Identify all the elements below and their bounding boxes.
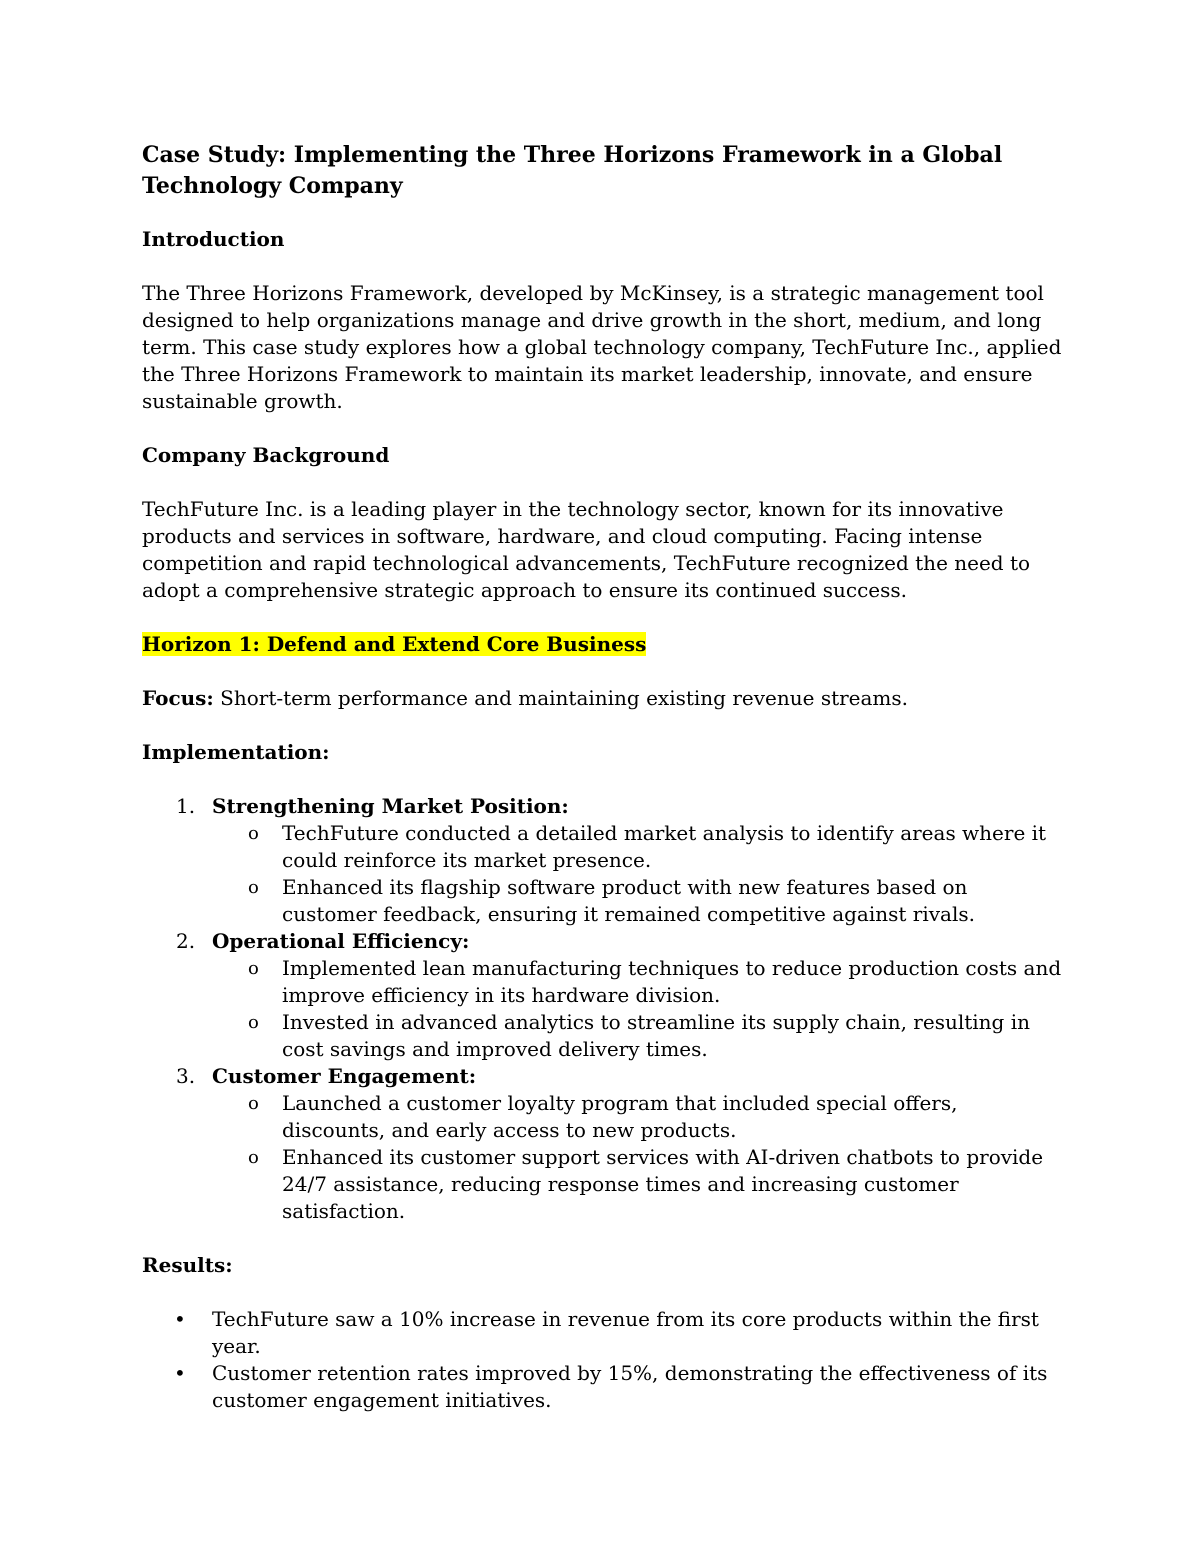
implementation-item (142, 928, 1062, 1063)
item-title: Strengthening Market Position: (212, 794, 569, 818)
results-item (142, 1360, 1062, 1414)
sub-bullet-text: Invested in advanced analytics to streamline its supply chain, resulting in cost savings and improved delivery times. (282, 1010, 1030, 1061)
circle-bullet-icon: o (248, 877, 259, 898)
circle-bullet-icon: o (248, 823, 259, 844)
sub-bullet-list (212, 820, 1062, 928)
item-title: Operational Efficiency: (212, 929, 470, 953)
circle-bullet-icon: o (248, 1093, 259, 1114)
focus-label: Focus: (142, 686, 214, 710)
introduction-heading: Introduction (142, 227, 285, 251)
results-list (142, 1306, 1062, 1414)
implementation-heading: Implementation: (142, 740, 330, 764)
sub-bullet-text: Launched a customer loyalty program that included special offers, discounts, and early access to new products. (282, 1091, 958, 1142)
results-heading: Results: (142, 1253, 233, 1277)
document-title: Case Study: Implementing the Three Horizons Framework in a Global Technology Company (142, 142, 1003, 199)
sub-bullet-text: Implemented lean manufacturing techniques to reduce production costs and improve efficiency in its hardware division. (282, 956, 1062, 1007)
item-number: 1. (176, 794, 196, 818)
item-number: 3. (176, 1064, 196, 1088)
sub-bullet-text: Enhanced its customer support services with AI-driven chatbots to provide 24/7 assistance, reducing response times and increasing customer satisfaction. (282, 1145, 1044, 1223)
focus-text: Short-term performance and maintaining existing revenue streams. (213, 686, 909, 710)
implementation-list (142, 793, 1062, 1225)
horizon1-heading-highlight: Horizon 1: Defend and Extend Core Business (142, 632, 647, 656)
sub-bullet-item (212, 820, 1062, 874)
sub-bullet-item (212, 955, 1062, 1009)
bullet-dot-icon: • (174, 1307, 186, 1331)
document-page (142, 140, 1062, 1441)
item-title: Customer Engagement: (212, 1064, 477, 1088)
introduction-paragraph: The Three Horizons Framework, developed by McKinsey, is a strategic management tool designed to help organizations manage and drive growth in the short, medium, and long term. This case study explores how a global technology company, TechFuture Inc., applied the Three Horizons Framework to maintain its market leadership, innovate, and ensure sustainable growth. (142, 281, 1062, 413)
background-heading: Company Background (142, 443, 390, 467)
sub-bullet-text: TechFuture conducted a detailed market analysis to identify areas where it could reinforce its market presence. (282, 821, 1047, 872)
results-text: Customer retention rates improved by 15%, demonstrating the effectiveness of its customer engagement initiatives. (212, 1361, 1048, 1412)
item-number: 2. (176, 929, 196, 953)
results-item (142, 1306, 1062, 1360)
implementation-item (142, 1063, 1062, 1225)
sub-bullet-text: Enhanced its flagship software product with new features based on customer feedback, ensuring it remained competitive against rivals. (282, 875, 975, 926)
circle-bullet-icon: o (248, 1012, 259, 1033)
sub-bullet-list (212, 955, 1062, 1063)
sub-bullet-item (212, 1090, 1062, 1144)
sub-bullet-item (212, 1144, 1062, 1225)
circle-bullet-icon: o (248, 958, 259, 979)
focus-paragraph (142, 685, 1062, 712)
circle-bullet-icon: o (248, 1147, 259, 1168)
sub-bullet-item (212, 1009, 1062, 1063)
sub-bullet-item (212, 874, 1062, 928)
bullet-dot-icon: • (174, 1361, 186, 1385)
horizon1-heading (142, 631, 1062, 658)
implementation-item (142, 793, 1062, 928)
background-paragraph: TechFuture Inc. is a leading player in the technology sector, known for its innovative products and services in software, hardware, and cloud computing. Facing intense competition and rapid technological advancements, TechFuture recognized the need to adopt a comprehensive strategic approach to ensure its continued success. (142, 497, 1031, 602)
sub-bullet-list (212, 1090, 1062, 1225)
results-text: TechFuture saw a 10% increase in revenue from its core products within the first year. (212, 1307, 1039, 1358)
